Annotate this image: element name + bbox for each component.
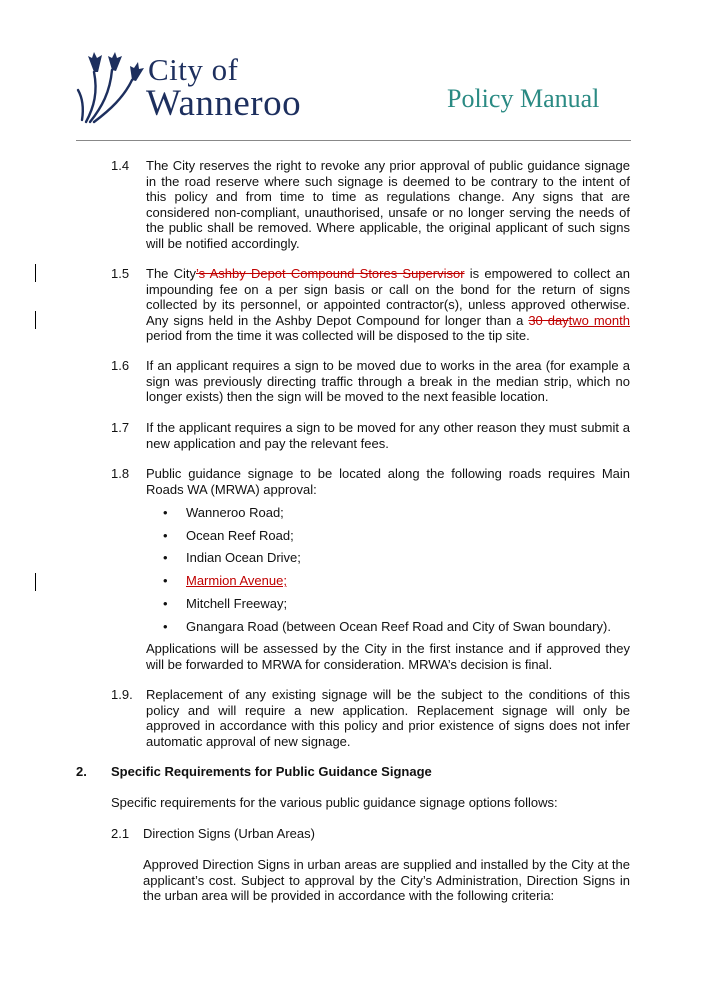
header-rule bbox=[76, 140, 631, 141]
section-2-heading: Specific Requirements for Public Guidance Signage bbox=[111, 764, 432, 779]
logo-line-2: Wanneroo bbox=[146, 83, 302, 124]
section-1-6-text: If an applicant requires a sign to be moved due to works in the area (for example a sign was previously directing traffic through a break in the median strip, which no longer exists) then the sign will be moved to the next feasible location. bbox=[146, 358, 630, 404]
section-number: 1.6 bbox=[111, 358, 130, 373]
section-2-1-text: Approved Direction Signs in urban areas are supplied and installed by the City at the applicant’s cost. Subject to approval by the City’s Administration, Direction Signs in the urban area will be provided in accordance with the following criteria: bbox=[143, 857, 630, 903]
section-2-intro: Specific requirements for the various public guidance signage options follows: bbox=[111, 795, 558, 810]
bullet: • bbox=[163, 505, 168, 520]
road-item: Ocean Reef Road; bbox=[186, 528, 294, 543]
road-item: Gnangara Road (between Ocean Reef Road and City of Swan boundary). bbox=[186, 619, 611, 634]
change-bar bbox=[35, 573, 36, 591]
section-1-9-text: Replacement of any existing signage will be the subject to the conditions of this policy and will require a new application. Replacement signage will only be approved in accordance with this policy and prior existence of signs does not infer automatic approval of new signage. bbox=[146, 687, 630, 749]
section-1-8-text: Public guidance signage to be located along the following roads requires Main Roads WA (MRWA) approval: bbox=[146, 466, 630, 497]
section-number: 1.9. bbox=[111, 687, 133, 702]
section-number: 1.5 bbox=[111, 266, 130, 281]
section-number: 2. bbox=[76, 764, 87, 779]
section-1-5-text bbox=[146, 266, 630, 344]
road-item-inserted: Marmion Avenue; bbox=[186, 573, 287, 588]
section-2-1-title: Direction Signs (Urban Areas) bbox=[143, 826, 315, 841]
text-run: The City bbox=[146, 266, 196, 281]
text-run: period from the time it was collected will be disposed to the tip site. bbox=[146, 328, 530, 343]
section-1-4-text: The City reserves the right to revoke any prior approval of public guidance signage in the road reserve where such signage is deemed to be contrary to the intent of this policy and from time to time as regulations change. Any signs that are considered non-compliant, unauthorised, unsafe or no longer serving the needs of the public shall be removed. Where applicable, the original applicant of such signs will be notified accordingly. bbox=[146, 158, 630, 251]
section-number: 1.4 bbox=[111, 158, 130, 173]
section-1-7-text: If the applicant requires a sign to be moved for any other reason they must submit a new application and pay the relevant fees. bbox=[146, 420, 630, 451]
deleted-text: 30 day bbox=[528, 312, 569, 328]
section-number: 1.7 bbox=[111, 420, 130, 435]
road-item: Mitchell Freeway; bbox=[186, 596, 288, 611]
bullet: • bbox=[163, 619, 168, 634]
bullet: • bbox=[163, 596, 168, 611]
bullet: • bbox=[163, 550, 168, 565]
section-number: 1.8 bbox=[111, 466, 130, 481]
text-run: is empowered to collect an impounding fee on a per sign basis or call on the bond for the return of signs collected by its personnel, or appointed contractor(s), unless approved otherwise. Any signs held in the Ashby Depot Compound for longer than a bbox=[146, 266, 631, 328]
city-logo-emblem bbox=[76, 52, 146, 124]
change-bar bbox=[35, 311, 36, 329]
road-item: Wanneroo Road; bbox=[186, 505, 284, 520]
logo-line-1: City of bbox=[148, 52, 239, 87]
section-1-8-after: Applications will be assessed by the City in the first instance and if approved they will be forwarded to MRWA for consideration. MRWA’s decision is final. bbox=[146, 641, 630, 672]
road-item: Indian Ocean Drive; bbox=[186, 550, 301, 565]
bullet: • bbox=[163, 573, 168, 588]
section-number: 2.1 bbox=[111, 826, 130, 841]
inserted-text: two month bbox=[568, 312, 630, 328]
change-bar bbox=[35, 264, 36, 282]
policy-manual-title: Policy Manual bbox=[447, 84, 600, 113]
deleted-text: ’s Ashby Depot Compound Stores Supervisor bbox=[196, 266, 465, 281]
bullet: • bbox=[163, 528, 168, 543]
